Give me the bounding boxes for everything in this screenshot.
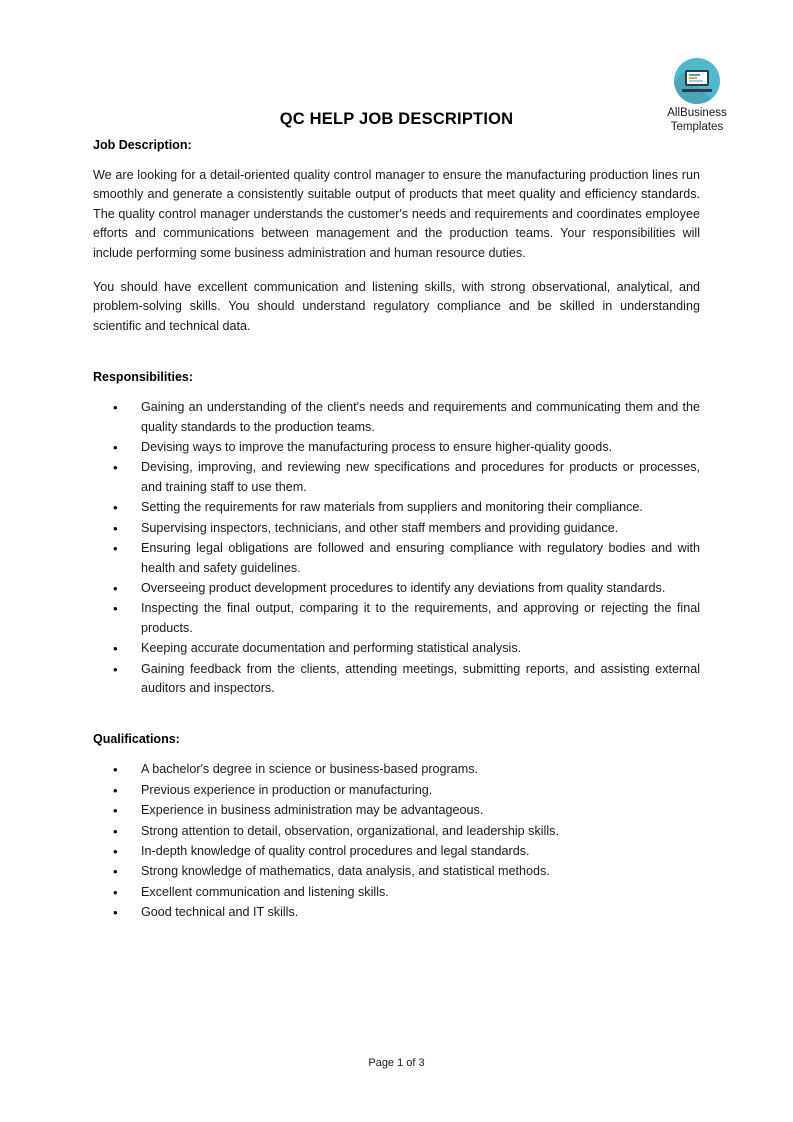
laptop-base xyxy=(682,89,712,93)
list-item: • Devising ways to improve the manufacturing process to ensure higher-quality goods. xyxy=(93,438,700,457)
job-description-heading: Job Description: xyxy=(93,138,192,152)
list-item: • Setting the requirements for raw materials from suppliers and monitoring their compliance. xyxy=(93,498,700,517)
list-item: • Strong attention to detail, observation, organizational, and leadership skills. xyxy=(93,822,700,841)
list-item: • Previous experience in production or manufacturing. xyxy=(93,781,700,800)
document-body xyxy=(93,138,700,924)
qualifications-heading: Qualifications: xyxy=(93,732,180,747)
list-item: • Good technical and IT skills. xyxy=(93,903,700,922)
page-title: QC HELP JOB DESCRIPTION xyxy=(279,110,514,128)
list-item: • Overseeing product development procedures to identify any deviations from quality standards. xyxy=(93,579,700,598)
list-item: • Excellent communication and listening skills. xyxy=(93,883,700,902)
laptop-icon xyxy=(682,70,712,92)
responsibilities-list xyxy=(93,398,700,698)
list-item: • In-depth knowledge of quality control procedures and legal standards. xyxy=(93,842,700,861)
list-item: • Supervising inspectors, technicians, and other staff members and providing guidance. xyxy=(93,519,700,538)
list-item: • Strong knowledge of mathematics, data analysis, and statistical methods. xyxy=(93,862,700,881)
screen-line-3 xyxy=(689,80,703,82)
page-footer: Page 1 of 3 xyxy=(368,1057,425,1069)
list-item: • A bachelor's degree in science or business-based programs. xyxy=(93,760,700,779)
list-item: • Inspecting the final output, comparing it to the requirements, and approving or rejecting the final products. xyxy=(93,599,700,638)
job-description-paragraph-1: We are looking for a detail-oriented quality control manager to ensure the manufacturing production lines run smoothly and generate a consistently suitable output of products that meet quality and efficiency standards. The quality control manager understands the customer's needs and requirements and coordinates employee efforts and communications between management and the production teams. Your responsibilities will include performing some business administration and human resource duties. xyxy=(93,168,700,260)
laptop-circle-icon xyxy=(674,58,720,104)
list-item: • Devising, improving, and reviewing new specifications and procedures for products or processes, and training staff to use them. xyxy=(93,458,700,497)
list-item: • Gaining an understanding of the client's needs and requirements and communicating them and the quality standards to the production teams. xyxy=(93,398,700,437)
list-item: • Experience in business administration may be advantageous. xyxy=(93,801,700,820)
responsibilities-heading: Responsibilities: xyxy=(93,370,194,385)
brand-name-line2: Templates xyxy=(670,120,724,133)
job-description-paragraph-2: You should have excellent communication and listening skills, with strong observational, analytical, and problem-solving skills. You should understand regulatory compliance and be skilled in understanding scientific and technical data. xyxy=(93,280,700,333)
qualifications-list xyxy=(93,760,700,922)
screen-line-2 xyxy=(689,77,697,79)
list-item: • Gaining feedback from the clients, attending meetings, submitting reports, and assisting external auditors and inspectors. xyxy=(93,660,700,699)
brand-name-line1: AllBusiness xyxy=(667,107,727,119)
list-item: • Keeping accurate documentation and performing statistical analysis. xyxy=(93,639,700,658)
list-item: • Ensuring legal obligations are followed and ensuring compliance with regulatory bodies and with health and safety guidelines. xyxy=(93,539,700,578)
laptop-screen xyxy=(687,72,707,84)
laptop-lid xyxy=(685,70,709,86)
screen-line-1 xyxy=(689,74,700,76)
